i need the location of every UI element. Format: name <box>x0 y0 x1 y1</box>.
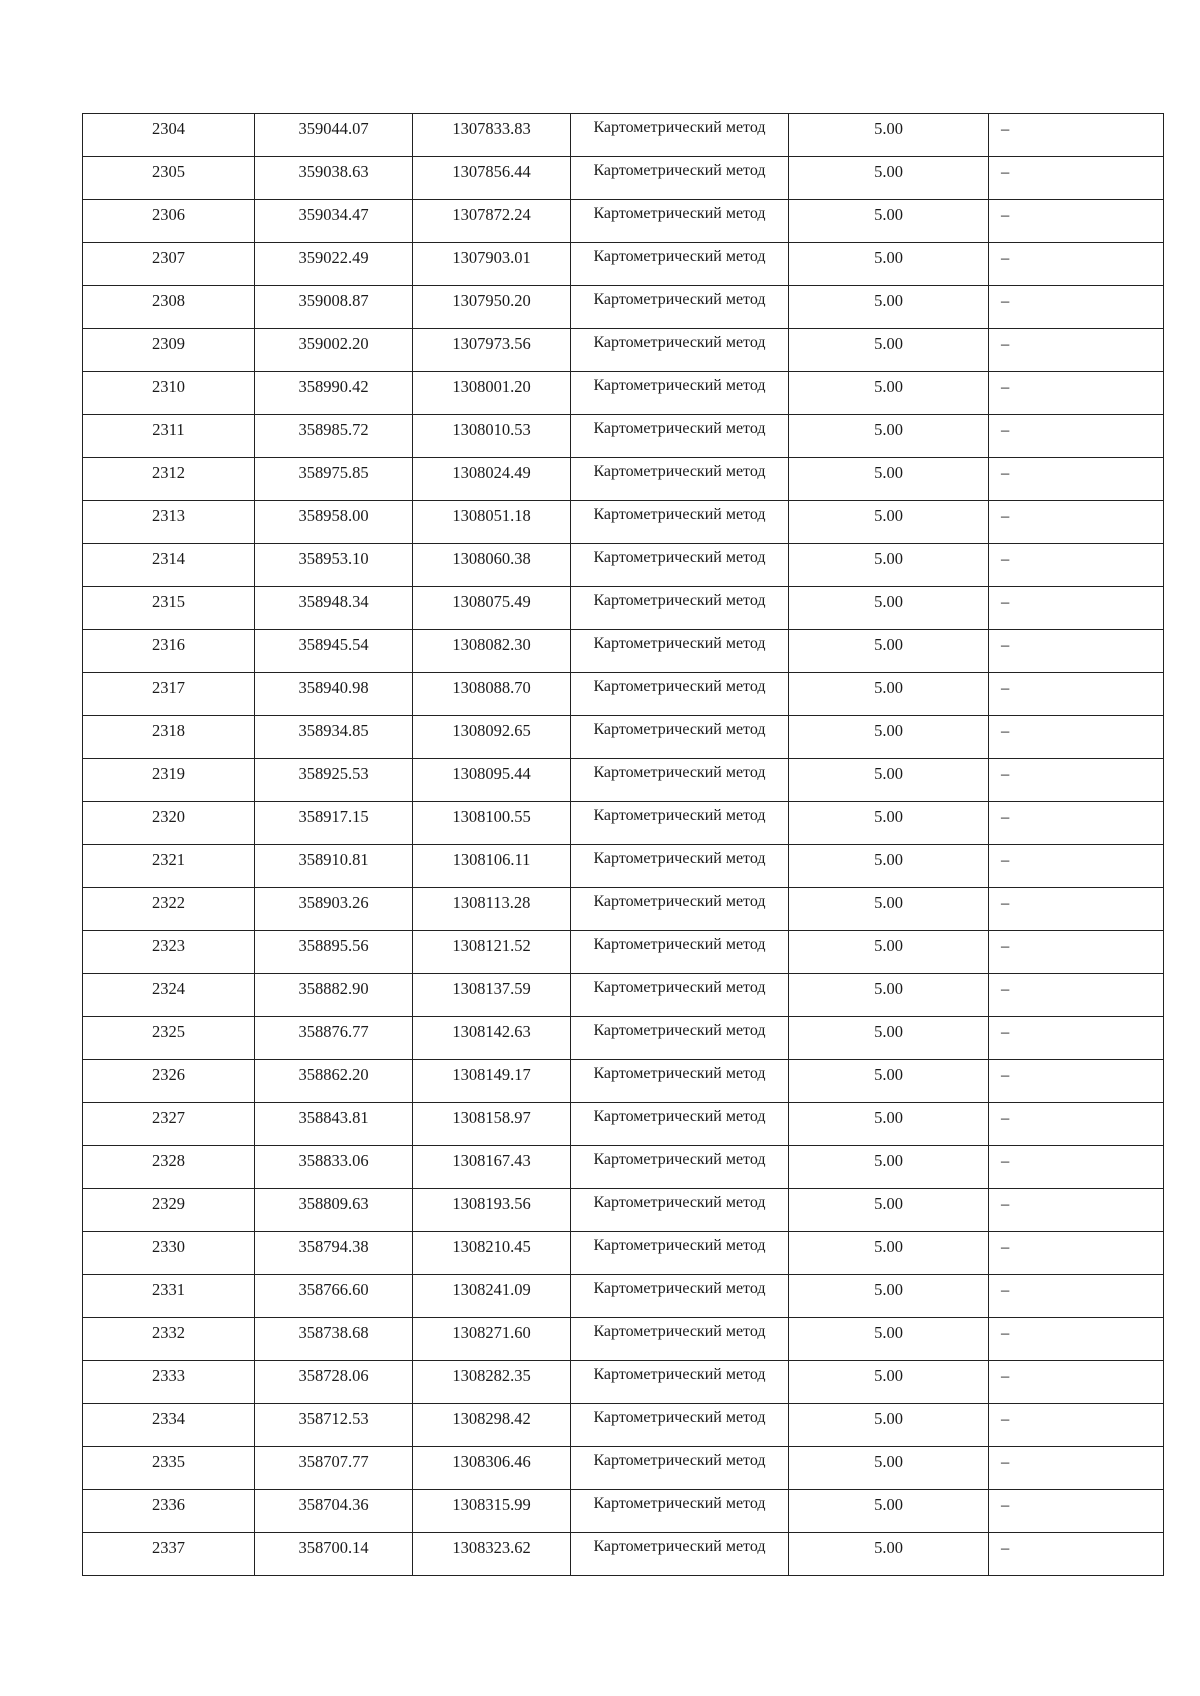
y-coordinate-cell: 1308282.35 <box>413 1361 571 1404</box>
point-number-cell: 2318 <box>83 716 255 759</box>
method-cell: Картометрический метод <box>571 1490 789 1533</box>
note-cell: – <box>989 372 1164 415</box>
note-cell: – <box>989 1060 1164 1103</box>
method-cell: Картометрический метод <box>571 372 789 415</box>
x-coordinate-cell: 358934.85 <box>255 716 413 759</box>
x-coordinate-cell: 358990.42 <box>255 372 413 415</box>
x-coordinate-cell: 359034.47 <box>255 200 413 243</box>
method-cell: Картометрический метод <box>571 200 789 243</box>
note-cell: – <box>989 544 1164 587</box>
note-cell: – <box>989 931 1164 974</box>
y-coordinate-cell: 1307833.83 <box>413 114 571 157</box>
accuracy-cell: 5.00 <box>789 1447 989 1490</box>
accuracy-cell: 5.00 <box>789 759 989 802</box>
table-row <box>83 1490 1164 1533</box>
note-cell: – <box>989 673 1164 716</box>
accuracy-cell: 5.00 <box>789 931 989 974</box>
y-coordinate-cell: 1308193.56 <box>413 1189 571 1232</box>
table-row <box>83 114 1164 157</box>
point-number-cell: 2337 <box>83 1533 255 1576</box>
table-row <box>83 845 1164 888</box>
y-coordinate-cell: 1308106.11 <box>413 845 571 888</box>
x-coordinate-cell: 359008.87 <box>255 286 413 329</box>
y-coordinate-cell: 1308210.45 <box>413 1232 571 1275</box>
x-coordinate-cell: 358940.98 <box>255 673 413 716</box>
x-coordinate-cell: 358945.54 <box>255 630 413 673</box>
note-cell: – <box>989 1275 1164 1318</box>
accuracy-cell: 5.00 <box>789 1103 989 1146</box>
accuracy-cell: 5.00 <box>789 716 989 759</box>
x-coordinate-cell: 359002.20 <box>255 329 413 372</box>
x-coordinate-cell: 358712.53 <box>255 1404 413 1447</box>
accuracy-cell: 5.00 <box>789 286 989 329</box>
method-cell: Картометрический метод <box>571 716 789 759</box>
method-cell: Картометрический метод <box>571 1361 789 1404</box>
accuracy-cell: 5.00 <box>789 974 989 1017</box>
note-cell: – <box>989 1490 1164 1533</box>
table-row <box>83 458 1164 501</box>
note-cell: – <box>989 845 1164 888</box>
note-cell: – <box>989 1232 1164 1275</box>
coordinates-table-body <box>83 114 1164 1576</box>
note-cell: – <box>989 888 1164 931</box>
note-cell: – <box>989 587 1164 630</box>
point-number-cell: 2334 <box>83 1404 255 1447</box>
method-cell: Картометрический метод <box>571 759 789 802</box>
accuracy-cell: 5.00 <box>789 888 989 931</box>
note-cell: – <box>989 1404 1164 1447</box>
note-cell: – <box>989 1103 1164 1146</box>
note-cell: – <box>989 1447 1164 1490</box>
table-row <box>83 157 1164 200</box>
point-number-cell: 2335 <box>83 1447 255 1490</box>
table-row <box>83 673 1164 716</box>
note-cell: – <box>989 157 1164 200</box>
y-coordinate-cell: 1307872.24 <box>413 200 571 243</box>
x-coordinate-cell: 358953.10 <box>255 544 413 587</box>
y-coordinate-cell: 1307903.01 <box>413 243 571 286</box>
note-cell: – <box>989 1318 1164 1361</box>
point-number-cell: 2313 <box>83 501 255 544</box>
accuracy-cell: 5.00 <box>789 157 989 200</box>
table-row <box>83 1189 1164 1232</box>
x-coordinate-cell: 358876.77 <box>255 1017 413 1060</box>
accuracy-cell: 5.00 <box>789 1017 989 1060</box>
note-cell: – <box>989 114 1164 157</box>
x-coordinate-cell: 358895.56 <box>255 931 413 974</box>
y-coordinate-cell: 1308271.60 <box>413 1318 571 1361</box>
point-number-cell: 2311 <box>83 415 255 458</box>
point-number-cell: 2312 <box>83 458 255 501</box>
point-number-cell: 2336 <box>83 1490 255 1533</box>
point-number-cell: 2324 <box>83 974 255 1017</box>
method-cell: Картометрический метод <box>571 1533 789 1576</box>
point-number-cell: 2310 <box>83 372 255 415</box>
x-coordinate-cell: 359022.49 <box>255 243 413 286</box>
accuracy-cell: 5.00 <box>789 1275 989 1318</box>
x-coordinate-cell: 358833.06 <box>255 1146 413 1189</box>
table-row <box>83 1361 1164 1404</box>
method-cell: Картометрический метод <box>571 1318 789 1361</box>
note-cell: – <box>989 974 1164 1017</box>
note-cell: – <box>989 243 1164 286</box>
y-coordinate-cell: 1308001.20 <box>413 372 571 415</box>
table-row <box>83 286 1164 329</box>
coordinates-table <box>82 113 1164 1576</box>
accuracy-cell: 5.00 <box>789 845 989 888</box>
note-cell: – <box>989 1533 1164 1576</box>
method-cell: Картометрический метод <box>571 974 789 1017</box>
method-cell: Картометрический метод <box>571 1189 789 1232</box>
note-cell: – <box>989 1017 1164 1060</box>
note-cell: – <box>989 630 1164 673</box>
x-coordinate-cell: 358728.06 <box>255 1361 413 1404</box>
x-coordinate-cell: 358843.81 <box>255 1103 413 1146</box>
y-coordinate-cell: 1308075.49 <box>413 587 571 630</box>
table-row <box>83 1404 1164 1447</box>
point-number-cell: 2328 <box>83 1146 255 1189</box>
y-coordinate-cell: 1308142.63 <box>413 1017 571 1060</box>
point-number-cell: 2322 <box>83 888 255 931</box>
y-coordinate-cell: 1307856.44 <box>413 157 571 200</box>
table-row <box>83 1232 1164 1275</box>
y-coordinate-cell: 1308095.44 <box>413 759 571 802</box>
point-number-cell: 2319 <box>83 759 255 802</box>
x-coordinate-cell: 358704.36 <box>255 1490 413 1533</box>
point-number-cell: 2331 <box>83 1275 255 1318</box>
accuracy-cell: 5.00 <box>789 1490 989 1533</box>
method-cell: Картометрический метод <box>571 329 789 372</box>
accuracy-cell: 5.00 <box>789 1189 989 1232</box>
point-number-cell: 2306 <box>83 200 255 243</box>
accuracy-cell: 5.00 <box>789 802 989 845</box>
table-row <box>83 243 1164 286</box>
x-coordinate-cell: 358700.14 <box>255 1533 413 1576</box>
accuracy-cell: 5.00 <box>789 329 989 372</box>
y-coordinate-cell: 1308306.46 <box>413 1447 571 1490</box>
table-row <box>83 1318 1164 1361</box>
y-coordinate-cell: 1308051.18 <box>413 501 571 544</box>
method-cell: Картометрический метод <box>571 1103 789 1146</box>
method-cell: Картометрический метод <box>571 1275 789 1318</box>
x-coordinate-cell: 359044.07 <box>255 114 413 157</box>
y-coordinate-cell: 1307973.56 <box>413 329 571 372</box>
point-number-cell: 2327 <box>83 1103 255 1146</box>
table-row <box>83 1103 1164 1146</box>
accuracy-cell: 5.00 <box>789 630 989 673</box>
point-number-cell: 2330 <box>83 1232 255 1275</box>
accuracy-cell: 5.00 <box>789 1060 989 1103</box>
method-cell: Картометрический метод <box>571 1146 789 1189</box>
y-coordinate-cell: 1308082.30 <box>413 630 571 673</box>
y-coordinate-cell: 1308323.62 <box>413 1533 571 1576</box>
y-coordinate-cell: 1308298.42 <box>413 1404 571 1447</box>
note-cell: – <box>989 1189 1164 1232</box>
method-cell: Картометрический метод <box>571 1447 789 1490</box>
accuracy-cell: 5.00 <box>789 200 989 243</box>
x-coordinate-cell: 358794.38 <box>255 1232 413 1275</box>
point-number-cell: 2323 <box>83 931 255 974</box>
accuracy-cell: 5.00 <box>789 1232 989 1275</box>
method-cell: Картометрический метод <box>571 1017 789 1060</box>
point-number-cell: 2332 <box>83 1318 255 1361</box>
accuracy-cell: 5.00 <box>789 544 989 587</box>
note-cell: – <box>989 802 1164 845</box>
x-coordinate-cell: 358809.63 <box>255 1189 413 1232</box>
method-cell: Картометрический метод <box>571 243 789 286</box>
note-cell: – <box>989 716 1164 759</box>
y-coordinate-cell: 1308241.09 <box>413 1275 571 1318</box>
note-cell: – <box>989 759 1164 802</box>
method-cell: Картометрический метод <box>571 1060 789 1103</box>
table-row <box>83 415 1164 458</box>
method-cell: Картометрический метод <box>571 802 789 845</box>
y-coordinate-cell: 1308024.49 <box>413 458 571 501</box>
accuracy-cell: 5.00 <box>789 458 989 501</box>
method-cell: Картометрический метод <box>571 630 789 673</box>
table-row <box>83 974 1164 1017</box>
point-number-cell: 2305 <box>83 157 255 200</box>
y-coordinate-cell: 1308010.53 <box>413 415 571 458</box>
accuracy-cell: 5.00 <box>789 114 989 157</box>
note-cell: – <box>989 458 1164 501</box>
accuracy-cell: 5.00 <box>789 243 989 286</box>
point-number-cell: 2308 <box>83 286 255 329</box>
table-row <box>83 329 1164 372</box>
x-coordinate-cell: 358985.72 <box>255 415 413 458</box>
method-cell: Картометрический метод <box>571 501 789 544</box>
x-coordinate-cell: 359038.63 <box>255 157 413 200</box>
x-coordinate-cell: 358903.26 <box>255 888 413 931</box>
point-number-cell: 2316 <box>83 630 255 673</box>
y-coordinate-cell: 1308149.17 <box>413 1060 571 1103</box>
table-row <box>83 802 1164 845</box>
table-row <box>83 1060 1164 1103</box>
point-number-cell: 2325 <box>83 1017 255 1060</box>
accuracy-cell: 5.00 <box>789 415 989 458</box>
method-cell: Картометрический метод <box>571 587 789 630</box>
x-coordinate-cell: 358766.60 <box>255 1275 413 1318</box>
table-row <box>83 200 1164 243</box>
table-row <box>83 888 1164 931</box>
accuracy-cell: 5.00 <box>789 1404 989 1447</box>
method-cell: Картометрический метод <box>571 1404 789 1447</box>
point-number-cell: 2333 <box>83 1361 255 1404</box>
y-coordinate-cell: 1308158.97 <box>413 1103 571 1146</box>
x-coordinate-cell: 358707.77 <box>255 1447 413 1490</box>
y-coordinate-cell: 1308167.43 <box>413 1146 571 1189</box>
x-coordinate-cell: 358862.20 <box>255 1060 413 1103</box>
accuracy-cell: 5.00 <box>789 1361 989 1404</box>
point-number-cell: 2314 <box>83 544 255 587</box>
point-number-cell: 2307 <box>83 243 255 286</box>
point-number-cell: 2317 <box>83 673 255 716</box>
point-number-cell: 2320 <box>83 802 255 845</box>
accuracy-cell: 5.00 <box>789 673 989 716</box>
point-number-cell: 2304 <box>83 114 255 157</box>
table-row <box>83 587 1164 630</box>
method-cell: Картометрический метод <box>571 931 789 974</box>
accuracy-cell: 5.00 <box>789 501 989 544</box>
table-row <box>83 544 1164 587</box>
method-cell: Картометрический метод <box>571 888 789 931</box>
note-cell: – <box>989 1361 1164 1404</box>
point-number-cell: 2329 <box>83 1189 255 1232</box>
point-number-cell: 2315 <box>83 587 255 630</box>
x-coordinate-cell: 358925.53 <box>255 759 413 802</box>
note-cell: – <box>989 501 1164 544</box>
point-number-cell: 2309 <box>83 329 255 372</box>
y-coordinate-cell: 1308088.70 <box>413 673 571 716</box>
x-coordinate-cell: 358975.85 <box>255 458 413 501</box>
method-cell: Картометрический метод <box>571 673 789 716</box>
accuracy-cell: 5.00 <box>789 1533 989 1576</box>
table-row <box>83 1017 1164 1060</box>
y-coordinate-cell: 1308100.55 <box>413 802 571 845</box>
table-row <box>83 630 1164 673</box>
y-coordinate-cell: 1308315.99 <box>413 1490 571 1533</box>
y-coordinate-cell: 1307950.20 <box>413 286 571 329</box>
method-cell: Картометрический метод <box>571 845 789 888</box>
x-coordinate-cell: 358882.90 <box>255 974 413 1017</box>
y-coordinate-cell: 1308113.28 <box>413 888 571 931</box>
accuracy-cell: 5.00 <box>789 372 989 415</box>
x-coordinate-cell: 358738.68 <box>255 1318 413 1361</box>
y-coordinate-cell: 1308092.65 <box>413 716 571 759</box>
y-coordinate-cell: 1308060.38 <box>413 544 571 587</box>
point-number-cell: 2326 <box>83 1060 255 1103</box>
table-row <box>83 716 1164 759</box>
table-row <box>83 931 1164 974</box>
accuracy-cell: 5.00 <box>789 1318 989 1361</box>
table-row <box>83 1447 1164 1490</box>
accuracy-cell: 5.00 <box>789 1146 989 1189</box>
x-coordinate-cell: 358948.34 <box>255 587 413 630</box>
note-cell: – <box>989 200 1164 243</box>
y-coordinate-cell: 1308137.59 <box>413 974 571 1017</box>
note-cell: – <box>989 329 1164 372</box>
method-cell: Картометрический метод <box>571 286 789 329</box>
note-cell: – <box>989 415 1164 458</box>
x-coordinate-cell: 358910.81 <box>255 845 413 888</box>
note-cell: – <box>989 286 1164 329</box>
x-coordinate-cell: 358917.15 <box>255 802 413 845</box>
method-cell: Картометрический метод <box>571 114 789 157</box>
table-row <box>83 501 1164 544</box>
method-cell: Картометрический метод <box>571 415 789 458</box>
y-coordinate-cell: 1308121.52 <box>413 931 571 974</box>
table-row <box>83 759 1164 802</box>
method-cell: Картометрический метод <box>571 157 789 200</box>
method-cell: Картометрический метод <box>571 544 789 587</box>
point-number-cell: 2321 <box>83 845 255 888</box>
table-row <box>83 1533 1164 1576</box>
x-coordinate-cell: 358958.00 <box>255 501 413 544</box>
table-row <box>83 1275 1164 1318</box>
method-cell: Картометрический метод <box>571 1232 789 1275</box>
table-row <box>83 372 1164 415</box>
accuracy-cell: 5.00 <box>789 587 989 630</box>
table-row <box>83 1146 1164 1189</box>
note-cell: – <box>989 1146 1164 1189</box>
method-cell: Картометрический метод <box>571 458 789 501</box>
